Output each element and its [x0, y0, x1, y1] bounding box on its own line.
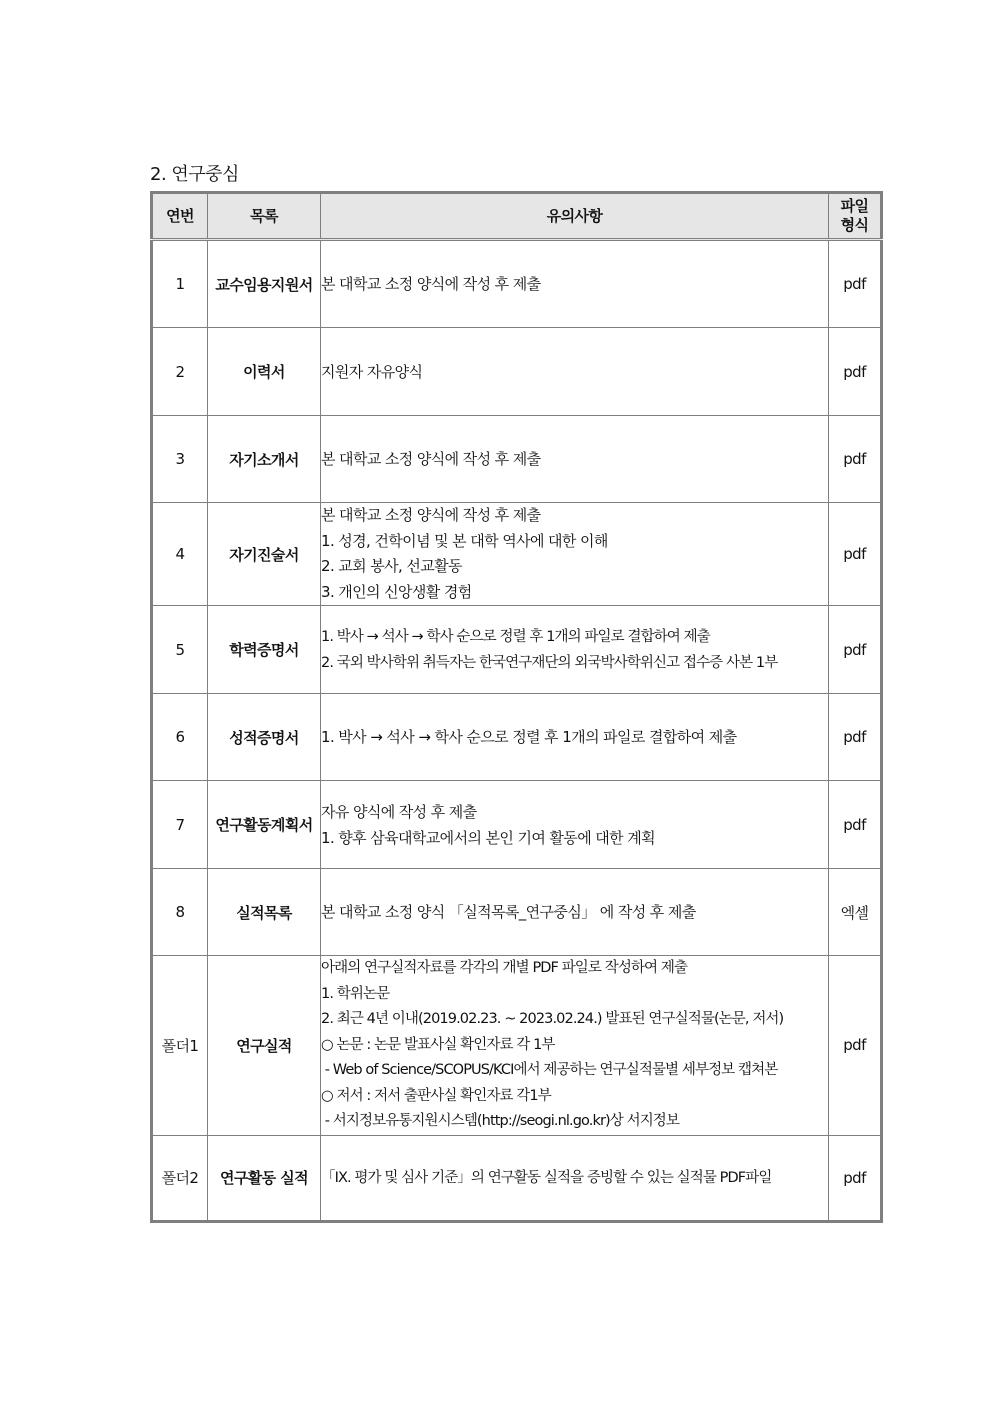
note-line: 「IX. 평가 및 심사 기준」의 연구활동 실적을 증빙할 수 있는 실적물 PDF파일	[321, 1169, 772, 1186]
note-line: 본 대학교 소정 양식에 작성 후 제출	[321, 506, 541, 524]
document-notes	[321, 328, 829, 416]
table-row	[152, 781, 882, 869]
row-number: 2	[152, 328, 208, 416]
note-line: ○ 저서 : 저서 출판사실 확인자료 각1부	[321, 1087, 551, 1104]
file-format: 엑셀	[829, 869, 882, 956]
header-format-line1: 파일	[840, 197, 869, 215]
table-row	[152, 694, 882, 781]
note-line: ○ 논문 : 논문 발표사실 확인자료 각 1부	[321, 1036, 555, 1053]
required-documents-table	[150, 191, 883, 1223]
note-line: 아래의 연구실적자료를 각각의 개별 PDF 파일로 작성하여 제출	[321, 960, 688, 976]
table-row	[152, 956, 882, 1136]
row-number: 폴더2	[152, 1135, 208, 1221]
document-notes	[321, 956, 829, 1136]
file-format: pdf	[829, 956, 882, 1136]
note-line: 2. 국외 박사학위 취득자는 한국연구재단의 외국박사학위신고 접수증 사본 1부	[321, 654, 778, 671]
document-notes	[321, 694, 829, 781]
note-line: 2. 최근 4년 이내(2019.02.23. ~ 2023.02.24.) 발표된 연구실적물(논문, 저서)	[321, 1011, 784, 1027]
file-format: pdf	[829, 328, 882, 416]
document-name: 연구실적	[208, 956, 321, 1136]
row-number: 폴더1	[152, 956, 208, 1136]
row-number: 5	[152, 606, 208, 694]
table-header-row	[152, 193, 882, 240]
document-name: 자기소개서	[208, 416, 321, 503]
document-name: 실적목록	[208, 869, 321, 956]
note-line: 1. 박사 → 석사 → 학사 순으로 정렬 후 1개의 파일로 결합하여 제출	[321, 628, 710, 645]
table-row	[152, 606, 882, 694]
document-name: 성적증명서	[208, 694, 321, 781]
header-no: 연번	[152, 193, 208, 240]
note-line: 1. 성경, 건학이념 및 본 대학 역사에 대한 이해	[321, 531, 608, 550]
document-name: 자기진술서	[208, 503, 321, 606]
row-number: 7	[152, 781, 208, 869]
row-number: 4	[152, 503, 208, 606]
document-notes	[321, 416, 829, 503]
document-notes	[321, 606, 829, 694]
row-number: 8	[152, 869, 208, 956]
file-format: pdf	[829, 694, 882, 781]
header-name: 목록	[208, 193, 321, 240]
header-notes: 유의사항	[321, 193, 829, 240]
document-notes	[321, 240, 829, 328]
note-line: 본 대학교 소정 양식에 작성 후 제출	[321, 275, 541, 293]
table-row	[152, 1135, 882, 1221]
file-format: pdf	[829, 781, 882, 869]
note-line: 3. 개인의 신앙생활 경험	[321, 582, 472, 601]
file-format: pdf	[829, 240, 882, 328]
row-number: 6	[152, 694, 208, 781]
table-row	[152, 240, 882, 328]
document-name: 연구활동계획서	[208, 781, 321, 869]
row-number: 3	[152, 416, 208, 503]
header-format	[829, 193, 882, 240]
file-format: pdf	[829, 503, 882, 606]
note-line: 2. 교회 봉사, 선교활동	[321, 557, 462, 575]
note-line: 본 대학교 소정 양식에 작성 후 제출	[321, 450, 541, 468]
table-row	[152, 503, 882, 606]
note-line: 본 대학교 소정 양식 「실적목록_연구중심」 에 작성 후 제출	[321, 903, 696, 921]
document-notes	[321, 781, 829, 869]
note-line: 지원자 자유양식	[321, 362, 423, 381]
note-line: 1. 박사 → 석사 → 학사 순으로 정렬 후 1개의 파일로 결합하여 제출	[321, 728, 737, 746]
note-line: - Web of Science/SCOPUS/KCI에서 제공하는 연구실적물별 세부정보 캡쳐본	[321, 1062, 778, 1078]
document-notes	[321, 1135, 829, 1221]
note-line: 1. 학위논문	[321, 985, 390, 1002]
document-name: 학력증명서	[208, 606, 321, 694]
table-row	[152, 869, 882, 956]
document-name: 이력서	[208, 328, 321, 416]
section-title: 2. 연구중심	[150, 164, 239, 185]
file-format: pdf	[829, 1135, 882, 1221]
document-notes	[321, 503, 829, 606]
header-format-line2: 형식	[840, 216, 869, 234]
file-format: pdf	[829, 416, 882, 503]
note-line: 자유 양식에 작성 후 제출	[321, 802, 477, 821]
document-name: 연구활동 실적	[208, 1135, 321, 1221]
table-row	[152, 416, 882, 503]
table-row	[152, 328, 882, 416]
file-format: pdf	[829, 606, 882, 694]
document-notes	[321, 869, 829, 956]
row-number: 1	[152, 240, 208, 328]
document-name: 교수임용지원서	[208, 240, 321, 328]
note-line: - 서지정보유통지원시스템(http://seogi.nl.go.kr)상 서지정보	[321, 1113, 680, 1129]
note-line: 1. 향후 삼육대학교에서의 본인 기여 활동에 대한 계획	[321, 828, 655, 847]
